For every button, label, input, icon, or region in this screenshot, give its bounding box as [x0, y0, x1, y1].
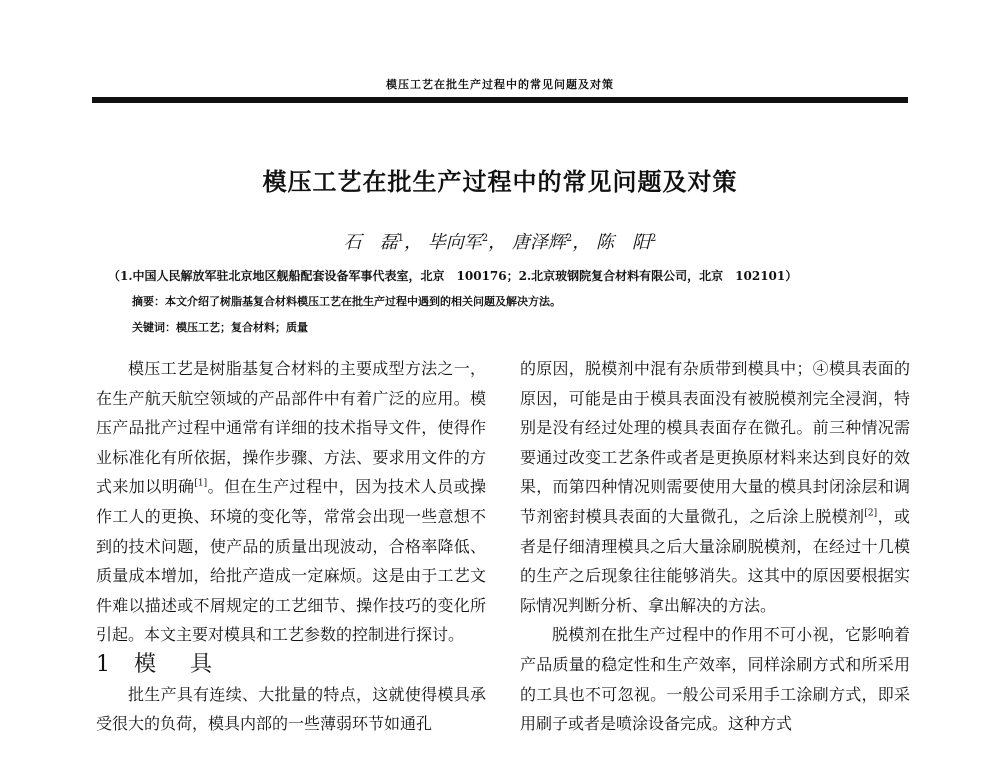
body-right-column: [520, 354, 910, 739]
affiliation: （1.中国人民解放军驻北京地区舰船配套设备军事代表室，北京 100176；2.北京玻钢院复合材料有限公司，北京 102101）: [108, 269, 798, 283]
keywords: [132, 319, 892, 335]
keywords-text: 模压工艺；复合材料；质量: [176, 321, 308, 334]
citation: [1]: [194, 479, 208, 490]
paragraph-text: 模压工艺是树脂基复合材料的主要成型方法之一，在生产航天航空领域的产品部件中有着广泛的应用。模压产品批产过程中通常有详细的技术指导文件，使得作业标准化有所依据，操作步骤、方法、要求用文件的方式来加以明确: [96, 359, 486, 497]
body-paragraph: [520, 354, 910, 620]
author-separator: ，: [404, 232, 423, 253]
body-paragraph: 批生产具有连续、大批量的特点，这就使得模具承受很大的负荷，模具内部的一些薄弱环节如通孔: [96, 684, 486, 734]
author-separator: ，: [572, 232, 591, 253]
paragraph-text: ，或者是仔细清理模具之后大量涂刷脱模剂，在经过十几模的生产之后现象往往能够消失。这其中的原因要根据实际情况判断分析、拿出解决的方法。: [520, 506, 910, 615]
author-affiliation-mark: 1: [397, 233, 405, 244]
section-number: 1: [96, 651, 116, 677]
abstract-label: 摘要：: [132, 295, 165, 308]
section-heading: [96, 650, 486, 680]
author-name: 毕向军: [427, 232, 482, 253]
body-paragraph: 脱模剂在批生产过程中的作用不可小视，它影响着产品质量的稳定性和生产效率，同样涂刷方式和所采用的工具也不可忽视。一般公司采用手工涂刷方式，即采用刷子或者是喷涂设备完成。这种方式: [520, 625, 910, 734]
paragraph-text: 。但在生产过程中，因为技术人员或操作工人的更换、环境的变化等，常常会出现一些意想不到的技术问题，使产品的质量出现波动，合格率降低、质量成本增加，给批产造成一定麻烦。这是由于工艺文件难以描述或不屑规定的工艺细节、操作技巧的变化所引起。本文主要对模具和工艺参数的控制进行探讨。: [96, 477, 486, 645]
author-affiliation-mark: 2: [481, 233, 489, 244]
author-separator: ，: [488, 232, 507, 253]
abstract: [132, 293, 892, 309]
header-rule: [92, 97, 908, 103]
abstract-text: 本文介绍了树脂基复合材料模压工艺在批生产过程中遇到的相关问题及解决方法。: [165, 295, 561, 308]
body-left-column: [96, 354, 486, 739]
keywords-label: 关键词：: [132, 321, 176, 334]
section-title: 模 具: [134, 651, 219, 677]
citation: [2]: [864, 508, 878, 519]
author-name: 石 磊: [343, 232, 398, 253]
author-name: 陈 阳: [595, 232, 650, 253]
paper-title: 模压工艺在批生产过程中的常见问题及对策: [262, 168, 738, 196]
author-affiliation-mark: 2: [649, 233, 657, 244]
author-list: [0, 228, 1000, 254]
paragraph-text: 的原因，脱模剂中混有杂质带到模具中；④模具表面的原因，可能是由于模具表面没有被脱模剂完全浸润，特别是没有经过处理的模具表面存在微孔。前三种情况需要通过改变工艺条件或者是更换原材料来达到良好的效果，而第四种情况则需要使用大量的模具封闭涂层和调节剂密封模具表面的大量微孔，之后涂上脱模剂: [520, 359, 910, 526]
running-header: 模压工艺在批生产过程中的常见问题及对策: [386, 78, 614, 91]
author-name: 唐泽辉: [511, 232, 566, 253]
body-paragraph: [96, 354, 486, 650]
author-affiliation-mark: 2: [565, 233, 573, 244]
